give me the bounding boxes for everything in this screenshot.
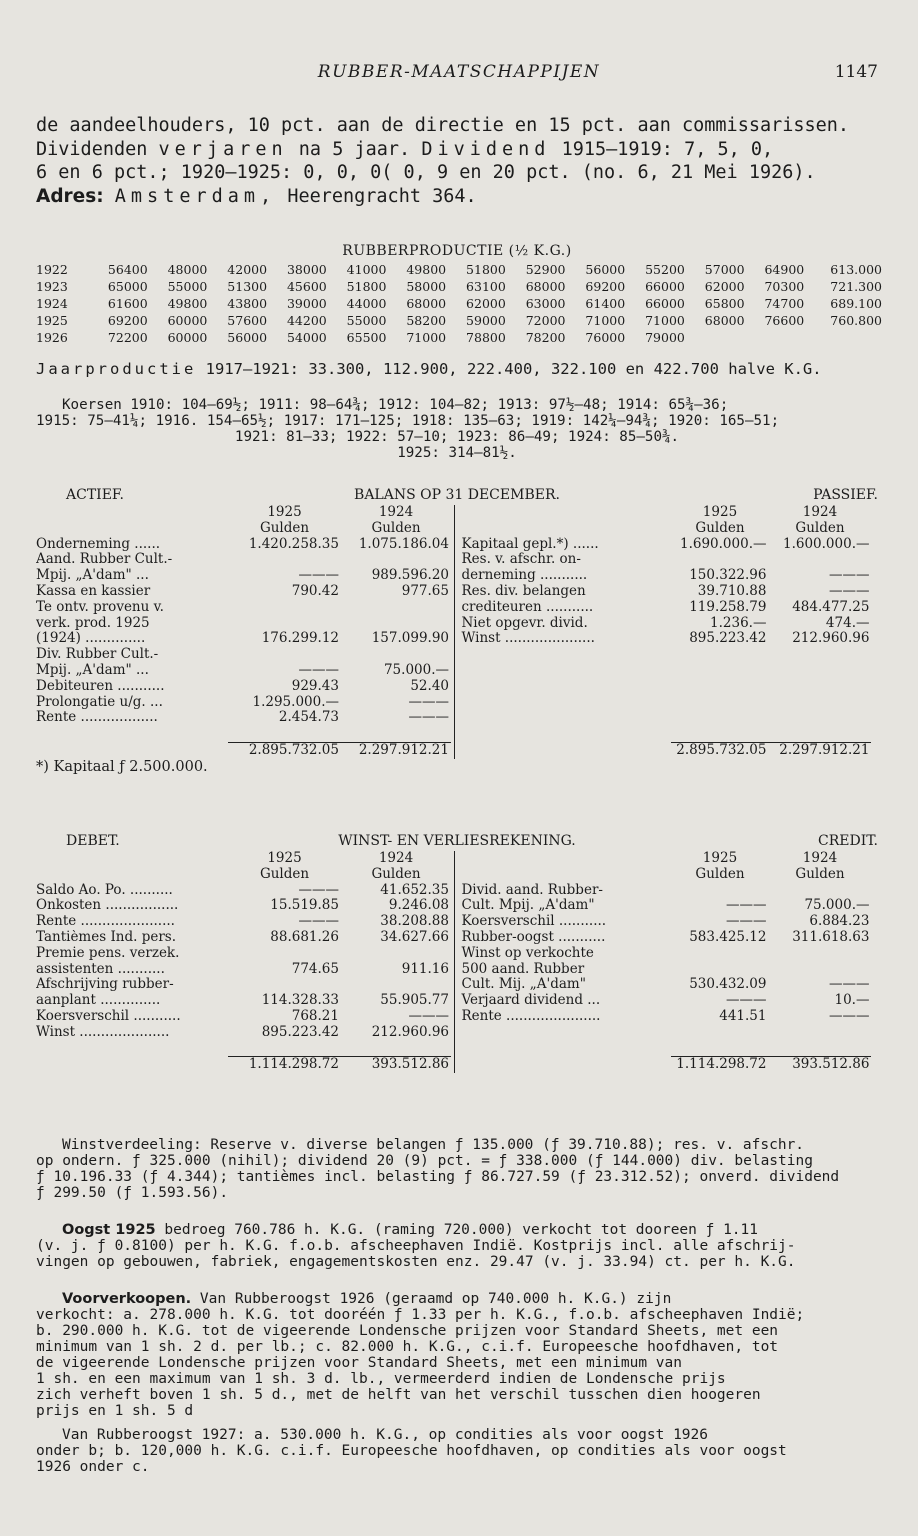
- unit-header: Gulden: [371, 520, 421, 536]
- production-row: [36, 329, 882, 346]
- ledger-item-value: [671, 946, 768, 962]
- capital-footnote: *) Kapitaal ƒ 2.500.000.: [36, 758, 208, 775]
- ledger-item-value: 1.420.258.35: [248, 536, 339, 552]
- ledger-item-value: ———: [298, 914, 339, 930]
- production-year: 1925: [36, 313, 68, 328]
- ledger-item-label: Div. Rubber Cult.-: [36, 647, 159, 663]
- balance-sheet: [36, 487, 878, 775]
- year-header: 1925: [702, 505, 738, 520]
- ledger-item-value: ———: [725, 898, 767, 914]
- balance-header: [36, 487, 878, 505]
- production-year: 1923: [36, 279, 68, 294]
- ledger-item-value: [228, 552, 341, 568]
- ledger-item-label: Cult. Mpij. „A'dam": [461, 898, 595, 914]
- ledger-item-value: [341, 552, 451, 568]
- ledger-item-value: 75.000.—: [804, 898, 870, 914]
- production-value: 55000: [167, 279, 208, 294]
- ledger-item-value: [341, 616, 451, 632]
- ledger-item-value: [228, 616, 341, 632]
- voorverkoopen-label: Voorverkoopen.: [62, 1291, 192, 1307]
- production-value: 79000: [645, 330, 685, 345]
- ledger-item-value: 1.600.000.—: [782, 536, 870, 552]
- ledger-item-value: 311.618.63: [792, 929, 870, 945]
- ledger-item-label: crediteuren ...........: [461, 599, 594, 615]
- production-value: 59000: [466, 313, 506, 328]
- ledger-item-value: [671, 552, 768, 568]
- ledger-item-label: Koersverschil ...........: [461, 914, 607, 930]
- debet-title: DEBET.: [66, 833, 120, 849]
- production-value: 55000: [346, 313, 387, 328]
- production-value: 52900: [525, 262, 566, 277]
- year-header: 1925: [702, 851, 738, 866]
- koersen-line: Koersen 1910: 104—69½; 1911: 98—64¾; 1912: 104—82; 1913: 97½—48; 1914: 65¾—36;: [62, 397, 729, 413]
- production-value: [685, 329, 745, 346]
- year-header: 1924: [802, 505, 838, 520]
- production-title: RUBBERPRODUCTIE (½ K.G.): [342, 243, 572, 259]
- ledger-total: 2.297.912.21: [768, 742, 871, 759]
- ledger-item-value: 15.519.85: [270, 898, 339, 914]
- production-value: 76000: [585, 330, 626, 345]
- ledger-item-label: Niet opgevr. divid.: [461, 615, 588, 631]
- production-value: 49800: [167, 296, 208, 311]
- production-value: 72000: [525, 313, 566, 328]
- unit-header: Gulden: [259, 866, 310, 882]
- ledger-item-label: (1924) ..............: [36, 631, 146, 647]
- production-year: 1926: [36, 330, 68, 345]
- ledger-item-value: 38.208.88: [380, 914, 449, 930]
- koersen-line: 1921: 81—33; 1922: 57—10; 1923: 86—49; 1924: 85—50¾.: [234, 429, 680, 445]
- production-row: [36, 278, 882, 295]
- production-value: 69200: [107, 313, 148, 328]
- address-street: Heerengracht 364.: [287, 185, 477, 207]
- voorverkoopen-paragraph: Voorverkoopen. Van Rubberoogst 1926 (geraamd op 740.000 h. K.G.) zijn verkocht: a. 278.000 h. K.G. tot dooréén ƒ 1.33 per h. K.G., f.o.b. afscheephaven Indië; b. 290.000 h. K.G. tot de vigeerende Londensche prijzen voor Standard Sheets, met een minimum van 1 sh. 2 d. per lb.; c. 82.000 h. K.G., c.i.f. Europeesche hoofdhaven, tot de vigeerende Londensche prijzen voor Standard Sheets, met een minimum van 1 sh. en een maximum van 1 sh. 3 d. lb., vermeerderd indien de Londensche prijs zich verheft boven 1 sh. 5 d., met de helft van het verschil tusschen dien hoogeren prijs en 1 sh. 5 d Van Rubberoogst 1927: a. 530.000 h. K.G., op condities als voor oogst 1926 onder b; b. 120,000 h. K.G. c.i.f. Europeesche hoofdhaven, op condities als voor oogst 1926 onder c.: [36, 1291, 805, 1475]
- ledger-item-value: 895.223.42: [261, 1024, 339, 1040]
- ledger-item-label: Te ontv. provenu v.: [36, 599, 164, 615]
- production-row: [36, 295, 882, 312]
- production-value: 49800: [406, 262, 447, 277]
- production-value: 39000: [286, 296, 327, 311]
- production-value: 721.300: [830, 279, 882, 294]
- ledger-item-value: [228, 600, 341, 616]
- credit-side: [455, 851, 878, 1073]
- unit-header: Gulden: [259, 520, 310, 536]
- production-value: 62000: [704, 279, 745, 294]
- production-value: 65500: [346, 330, 387, 345]
- debet-grid: [36, 851, 454, 1073]
- production-value: 74700: [764, 296, 805, 311]
- ledger-item-value: [768, 883, 871, 899]
- production-value: 44200: [286, 313, 327, 328]
- ledger-item-value: 34.627.66: [380, 929, 449, 945]
- ledger-item-value: 895.223.42: [689, 631, 767, 647]
- ledger-item-value: [671, 962, 768, 978]
- production-value: 66000: [645, 279, 685, 294]
- winstverdeeling-paragraph: Winstverdeeling: Reserve v. diverse belangen ƒ 135.000 (ƒ 39.710.88); res. v. afschr. op ondern. ƒ 325.000 (nihil); dividend 20 (9) pct. = ƒ 338.000 (ƒ 144.000) div. belasting ƒ 10.196.33 (ƒ 4.344); tantièmes incl. belasting ƒ 86.727.59 (ƒ 23.312.52); onverd. dividend ƒ 299.50 (ƒ 1.593.56).: [36, 1137, 840, 1201]
- ledger-item-value: 41.652.35: [380, 882, 449, 898]
- actief-grid: [36, 505, 454, 759]
- production-value: 78800: [466, 330, 506, 345]
- production-value: 60000: [167, 313, 208, 328]
- ledger-item-value: [228, 647, 341, 663]
- running-head: [0, 62, 918, 86]
- ledger-item-value: 75.000.—: [383, 662, 449, 678]
- ledger-item-label: Divid. aand. Rubber-: [461, 882, 603, 898]
- credit-title: CREDIT.: [818, 833, 878, 849]
- production-value: 42000: [227, 262, 268, 277]
- ledger-item-value: [768, 962, 871, 978]
- production-value: 56000: [227, 330, 268, 345]
- balance-columns: [36, 505, 878, 759]
- profit-loss-columns: [36, 851, 878, 1073]
- ledger-item-label: Aand. Rubber Cult.-: [36, 552, 173, 568]
- unit-header: Gulden: [371, 866, 421, 882]
- ledger-item-label: Res. v. afschr. on-: [461, 552, 581, 568]
- production-value: 78200: [525, 330, 566, 345]
- page-number: 1147: [834, 62, 878, 82]
- intro-line: 6 en 6 pct.; 1920—1925: 0, 0, 0( 0, 9 en 20 pct. (no. 6, 21 Mei 1926).: [36, 162, 816, 183]
- ledger-item-value: 989.596.20: [371, 568, 449, 584]
- ledger-total: 393.512.86: [768, 1056, 871, 1073]
- ledger-total: 393.512.86: [341, 1056, 451, 1073]
- production-value: 56400: [107, 262, 148, 277]
- ledger-item-label: Afschrijving rubber-: [36, 977, 174, 993]
- ledger-item-label: Tantièmes Ind. pers.: [36, 929, 176, 945]
- ledger-item-label: Rente ......................: [36, 914, 175, 930]
- ledger-item-label: Winst .....................: [36, 1024, 170, 1040]
- production-value: 68000: [406, 296, 447, 311]
- production-value: 613.000: [830, 262, 882, 277]
- ledger-item-label: Prolongatie u/g. ...: [36, 694, 163, 710]
- koersen-block: [36, 397, 878, 461]
- ledger-item-label: aanplant ..............: [36, 993, 161, 1009]
- ledger-item-value: [228, 946, 341, 962]
- ledger-item-value: 1.295.000.—: [252, 694, 339, 710]
- ledger-item-value: ———: [408, 1008, 449, 1024]
- ledger-item-label: Cult. Mij. „A'dam": [461, 977, 586, 993]
- debet-side: [36, 851, 455, 1073]
- production-year: 1924: [36, 296, 68, 311]
- year-header: 1924: [802, 851, 838, 866]
- ledger-total: 2.297.912.21: [341, 742, 451, 759]
- ledger-item-value: ———: [828, 583, 870, 599]
- ledger-item-value: 52.40: [410, 678, 449, 694]
- production-value: 54000: [286, 330, 327, 345]
- production-value: 69200: [585, 279, 626, 294]
- production-value: 58200: [406, 313, 447, 328]
- production-value: 43800: [227, 296, 268, 311]
- ledger-item-value: 768.21: [291, 1008, 339, 1024]
- production-row: [36, 261, 882, 278]
- production-value: 45600: [286, 279, 327, 294]
- production-value: 70300: [764, 279, 805, 294]
- year-header: 1924: [378, 505, 414, 520]
- ledger-item-label: verk. prod. 1925: [36, 615, 150, 631]
- address-line: [36, 185, 878, 209]
- address-label: Adres:: [36, 185, 104, 207]
- oogst-paragraph: Oogst 1925 bedroeg 760.786 h. K.G. (raming 720.000) verkocht tot dooreen ƒ 1.11 (v. j. ƒ 0.8100) per h. K.G. f.o.b. afscheephaven Indië. Kostprijs incl. alle afschrij- vingen op gebouwen, fabriek, engagementskosten enz. 29.47 (v. j. 33.94) ct. per h. K.G.: [36, 1222, 796, 1270]
- ledger-item-value: 150.322.96: [689, 568, 767, 584]
- ledger-item-value: 9.246.08: [388, 898, 449, 914]
- ledger-item-label: derneming ...........: [461, 568, 588, 584]
- profit-loss-header: [36, 833, 878, 851]
- ledger-item-value: [768, 946, 871, 962]
- ledger-item-label: Kapitaal gepl.*) ......: [461, 536, 599, 552]
- ledger-item-value: 10.—: [834, 993, 870, 1009]
- production-value: 62000: [466, 296, 506, 311]
- ledger-item-value: 977.65: [401, 583, 449, 599]
- koersen-line: 1915: 75—41¼; 1916. 154—65½; 1917: 171—125; 1918: 135—63; 1919: 142¼—94¾; 1920: 165—51;: [36, 413, 780, 429]
- ledger-item-value: [341, 647, 451, 663]
- year-header: 1925: [267, 505, 302, 520]
- production-value: 68000: [525, 279, 566, 294]
- production-value: 48000: [167, 262, 208, 277]
- ledger-item-value: 583.425.12: [689, 929, 767, 945]
- ledger-item-value: 790.42: [291, 583, 339, 599]
- ledger-item-value: 114.328.33: [261, 993, 339, 1009]
- production-value: 41000: [346, 262, 387, 277]
- production-value: 58000: [406, 279, 447, 294]
- ledger-item-label: Mpij. „A'dam" ...: [36, 662, 149, 678]
- ledger-item-value: 474.—: [825, 615, 870, 631]
- intro-paragraph: [36, 114, 878, 208]
- ledger-item-value: [768, 552, 871, 568]
- production-value: 63100: [466, 279, 506, 294]
- ledger-item-label: Rente ......................: [461, 1008, 601, 1024]
- ledger-total: 1.114.298.72: [228, 1056, 341, 1073]
- ledger-item-value: [671, 883, 768, 899]
- production-value: 55200: [645, 262, 685, 277]
- production-value: 51800: [346, 279, 387, 294]
- running-title: RUBBER-MAATSCHAPPIJEN: [317, 62, 601, 82]
- unit-header: Gulden: [695, 866, 745, 882]
- ledger-item-label: Saldo Ao. Po. ..........: [36, 882, 173, 898]
- production-value: 71000: [585, 313, 626, 328]
- production-value: [804, 329, 882, 346]
- ledger-item-label: assistenten ...........: [36, 961, 165, 977]
- ledger-item-value: [341, 977, 451, 993]
- production-value: 71000: [645, 313, 685, 328]
- ledger-item-value: ———: [725, 914, 767, 930]
- production-value: 51800: [466, 262, 506, 277]
- production-value: 60000: [167, 330, 208, 345]
- ledger-item-value: 55.905.77: [380, 993, 449, 1009]
- ledger-item-label: Verjaard dividend ...: [461, 993, 601, 1009]
- production-value: 51300: [227, 279, 268, 294]
- ledger-item-value: 911.16: [401, 961, 449, 977]
- ledger-item-label: Debiteuren ...........: [36, 678, 165, 694]
- ledger-item-value: 530.432.09: [689, 977, 767, 993]
- ledger-item-value: 774.65: [291, 961, 339, 977]
- production-value: 76600: [764, 313, 805, 328]
- production-value: 56000: [585, 262, 626, 277]
- ledger-total: 1.114.298.72: [671, 1056, 768, 1073]
- ledger-item-label: Koersverschil ...........: [36, 1008, 181, 1024]
- unit-header: Gulden: [695, 520, 745, 536]
- jaarproductie-line: Jaarproductie 1917—1921: 33.300, 112.900, 222.400, 322.100 en 422.700 halve K.G.: [36, 360, 822, 378]
- credit-grid: [461, 851, 878, 1073]
- production-year: 1922: [36, 262, 68, 277]
- ledger-total: 2.895.732.05: [671, 742, 768, 759]
- intro-line: de aandeelhouders, 10 pct. aan de directie en 15 pct. aan commissarissen.: [36, 115, 850, 136]
- oogst-label: Oogst 1925: [62, 1222, 156, 1238]
- ledger-item-value: ———: [298, 662, 339, 678]
- production-table: [36, 261, 882, 346]
- production-value: 71000: [406, 330, 447, 345]
- production-value: 65000: [107, 279, 148, 294]
- ledger-item-label: Mpij. „A'dam" ...: [36, 568, 149, 584]
- year-header: 1925: [267, 851, 302, 866]
- production-value: 72200: [107, 330, 148, 345]
- production-value: 57000: [704, 262, 745, 277]
- production-value: 64900: [764, 262, 805, 277]
- ledger-item-label: Winst op verkochte: [461, 945, 594, 961]
- unit-header: Gulden: [795, 520, 845, 536]
- koersen-line: 1925: 314—81½.: [397, 445, 517, 461]
- ledger-item-value: 39.710.88: [697, 583, 767, 599]
- ledger-item-label: Onderneming ......: [36, 536, 161, 552]
- ledger-item-label: Premie pens. verzek.: [36, 945, 180, 961]
- ledger-item-value: [341, 600, 451, 616]
- ledger-item-value: ———: [408, 694, 449, 710]
- production-value: 68000: [704, 313, 745, 328]
- address-city: Amsterdam,: [114, 185, 277, 207]
- ledger-item-value: ———: [725, 993, 767, 1009]
- ledger-total: 2.895.732.05: [228, 742, 341, 759]
- ledger-item-value: 212.960.96: [371, 1024, 449, 1040]
- ledger-item-value: 441.51: [719, 1008, 767, 1024]
- production-value: 38000: [286, 262, 327, 277]
- ledger-item-label: Rente ..................: [36, 710, 158, 726]
- ledger-item-value: 176.299.12: [261, 631, 339, 647]
- production-value: [745, 329, 805, 346]
- production-value: 760.800: [830, 313, 882, 328]
- ledger-item-value: ———: [298, 882, 339, 898]
- ledger-item-label: 500 aand. Rubber: [461, 961, 585, 977]
- production-value: 63000: [525, 296, 566, 311]
- passief-grid: [461, 505, 878, 759]
- ledger-item-label: Res. div. belangen: [461, 583, 586, 599]
- balance-title: BALANS OP 31 DECEMBER.: [354, 487, 560, 503]
- ledger-item-value: 119.258.79: [689, 599, 767, 615]
- ledger-item-value: 484.477.25: [792, 599, 870, 615]
- production-value: 65800: [704, 296, 745, 311]
- profit-loss-account: [36, 833, 878, 1073]
- ledger-item-value: 88.681.26: [270, 929, 339, 945]
- unit-header: Gulden: [795, 866, 845, 882]
- ledger-item-label: Onkosten .................: [36, 898, 179, 914]
- profit-loss-title: WINST- EN VERLIESREKENING.: [338, 833, 576, 849]
- ledger-item-value: ———: [298, 568, 339, 584]
- ledger-item-value: ———: [828, 568, 870, 584]
- passief-side: [455, 505, 878, 759]
- actief-side: [36, 505, 455, 759]
- ledger-item-label: Rubber-oogst ...........: [461, 929, 606, 945]
- ledger-item-value: 929.43: [291, 678, 339, 694]
- production-value: 44000: [346, 296, 387, 311]
- production-value: 61400: [585, 296, 626, 311]
- production-value: 61600: [107, 296, 148, 311]
- ledger-item-value: 6.884.23: [809, 914, 870, 930]
- ledger-item-value: 2.454.73: [278, 710, 339, 726]
- ledger-item-value: ———: [828, 1008, 870, 1024]
- ledger-item-value: [228, 977, 341, 993]
- ledger-item-value: 1.075.186.04: [358, 536, 449, 552]
- ledger-item-label: Kassa en kassier: [36, 583, 151, 599]
- ledger-item-value: ———: [828, 977, 870, 993]
- production-value: 66000: [645, 296, 685, 311]
- year-header: 1924: [378, 851, 414, 866]
- intro-line: Dividenden verjaren na 5 jaar. Dividend 1915—1919: 7, 5, 0,: [36, 138, 774, 160]
- production-section: [36, 243, 882, 346]
- ledger-item-label: Winst .....................: [461, 631, 595, 647]
- ledger-item-value: ———: [408, 710, 449, 726]
- ledger-item-value: 212.960.96: [792, 631, 870, 647]
- production-value: 57600: [227, 313, 268, 328]
- ledger-item-value: 1.690.000.—: [679, 536, 767, 552]
- ledger-item-value: 1.236.—: [710, 615, 767, 631]
- actief-title: ACTIEF.: [66, 487, 124, 503]
- production-value: 689.100: [830, 296, 882, 311]
- ledger-item-value: 157.099.90: [371, 631, 449, 647]
- production-row: [36, 312, 882, 329]
- ledger-item-value: [341, 946, 451, 962]
- passief-title: PASSIEF.: [813, 487, 878, 503]
